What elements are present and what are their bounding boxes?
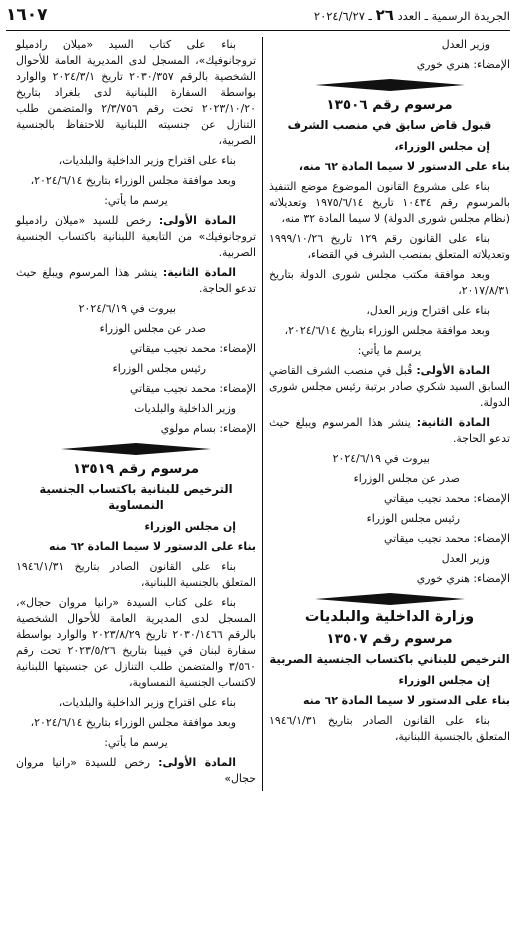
gazette-name: الجريدة الرسمية ـ العدد: [397, 9, 510, 23]
decree-subtitle: الترخيص للبناني باكتساب الجنسية الصربية: [269, 652, 510, 666]
paragraph: بناء على مشروع القانون الموضوع موضع التنفيذ بالمرسوم رقم ١٠٤٣٤ تاريخ ١٩٧٥/٦/١٤ وتعديلاته (نظام مجلس شورى الدولة) لا سيما المادة ٣٢ منه،: [269, 180, 510, 225]
article-text: ينشر هذا المرسوم ويبلغ حيث تدعو الحاجة.: [16, 266, 256, 295]
separator-ornament: [61, 443, 211, 455]
ministry-heading: وزارة الداخلية والبلديات: [304, 609, 475, 625]
constitution-basis: بناء على الدستور لا سيما المادة ٦٢ منه: [303, 694, 510, 707]
paragraph: بناء على القانون رقم ١٢٩ تاريخ ١٩٩٩/١٠/٢٦ وتعديلاته المتعلق بمنصب الشرف في القضاء،: [269, 232, 510, 261]
decrees-line: يرسم ما يأتي:: [104, 736, 168, 749]
signature: الإمضاء: محمد نجيب ميقاتي: [130, 342, 256, 355]
article-text: ينشر هذا المرسوم ويبلغ حيث تدعو الحاجة.: [269, 416, 510, 445]
left-column: [16, 37, 263, 791]
paragraph: بناء على القانون الصادر بتاريخ ١٩٤٦/١/٣١ المتعلق بالجنسية اللبنانية،: [269, 714, 510, 743]
separator-ornament: [315, 593, 465, 605]
decree-subtitle: الترخيص للبنانية باكتساب الجنسية النمساوية: [39, 482, 233, 512]
paragraph: بناء على كتاب السيد «ميلان رادميلو تروجانوفيك»، المسجل لدى المديرية العامة للأحوال الشخصية بالرقم ٢٠٣٠/٣٥٧ تاريخ ٢٠٢٤/٣/١ والوارد بواسطة السفارة اللبنانية لدى بلغراد بتاريخ ٢٠٢٣/١٠/٢٠ تحت رقم ٢/٣/٧٥٦ والمتضمن طلب التنازل عن جنسيته اللبنانية للاحتفاظ بالجنسية الصربية،: [16, 38, 257, 147]
paragraph: بناء على اقتراح وزير الداخلية والبلديات،: [58, 154, 236, 167]
page-header: [6, 0, 510, 31]
council-heading: إن مجلس الوزراء،: [394, 140, 490, 153]
paragraph: وبعد موافقة مجلس الوزراء بتاريخ ٢٠٢٤/٦/١٤،: [30, 716, 236, 729]
council-heading: إن مجلس الوزراء: [398, 674, 490, 687]
article-2: [269, 415, 510, 447]
issued-line: صدر عن مجلس الوزراء: [353, 472, 460, 485]
place-date: بيروت في ٢٠٢٤/٦/١٩: [78, 302, 176, 315]
paragraph: بناء على القانون الصادر بتاريخ ١٩٤٦/١/٣١ المتعلق بالجنسية اللبنانية،: [16, 560, 256, 589]
signature: الإمضاء: محمد نجيب ميقاتي: [130, 382, 256, 395]
signature: الإمضاء: هنري خوري: [416, 572, 510, 585]
article-label: المادة الثانية:: [416, 416, 490, 429]
columns: [6, 37, 510, 791]
issue-number: ٢٦: [375, 6, 394, 24]
article-text: رخص للسيدة «رانيا مروان حجال»: [16, 756, 256, 785]
paragraph: بناء على اقتراح وزير العدل،: [366, 304, 490, 317]
signatory-title: رئيس مجلس الوزراء: [112, 362, 206, 375]
decrees-line: يرسم ما يأتي:: [357, 344, 422, 357]
article-label: المادة الأولى:: [158, 214, 236, 227]
constitution-basis: بناء على الدستور لا سيما المادة ٦٢ منه،: [298, 160, 510, 173]
council-heading: إن مجلس الوزراء: [144, 520, 236, 533]
gazette-title: [314, 6, 510, 24]
separator-ornament: [315, 79, 465, 91]
constitution-basis: بناء على الدستور لا سيما المادة ٦٢ منه: [49, 540, 256, 553]
page-number: ١٦٠٧: [6, 5, 48, 25]
article-1: [16, 213, 256, 261]
signature: الإمضاء: محمد نجيب ميقاتي: [384, 492, 510, 505]
decree-title: مرسوم رقم ١٣٥١٩: [72, 461, 200, 477]
decree-title: مرسوم رقم ١٣٥٠٦: [326, 97, 453, 113]
place-date: بيروت في ٢٠٢٤/٦/١٩: [332, 452, 430, 465]
article-2: [16, 265, 256, 297]
right-column: [263, 37, 510, 791]
article-text: رخص للسيد «ميلان رادميلو تروجانوفيك» من التابعية اللبنانية باكتساب الجنسية الصربية.: [16, 214, 256, 259]
article-text: قُبل في منصب الشرف القاضي السابق السيد شكري صادر برتبة رئيس مجلس شورى الدولة.: [269, 364, 510, 409]
decrees-line: يرسم ما يأتي:: [104, 194, 168, 207]
article-label: المادة الأولى:: [416, 364, 490, 377]
decree-subtitle: قبول قاض سابق في منصب الشرف: [287, 118, 492, 132]
issued-line: صدر عن مجلس الوزراء: [99, 322, 206, 335]
signatory-title: رئيس مجلس الوزراء: [366, 512, 460, 525]
article-label: المادة الثانية:: [162, 266, 236, 279]
signature: الإمضاء: بسام مولوي: [160, 422, 256, 435]
article-1: [269, 363, 510, 411]
paragraph: وبعد موافقة مجلس الوزراء بتاريخ ٢٠٢٤/٦/١٤،: [30, 174, 236, 187]
top-minister: وزير العدل: [441, 38, 490, 51]
article-1: [16, 755, 256, 787]
signatory-title: وزير العدل: [441, 552, 490, 565]
top-signature: الإمضاء: هنري خوري: [416, 58, 510, 71]
paragraph: وبعد موافقة مكتب مجلس شورى الدولة بتاريخ ٢٠١٧/٨/٣١،: [269, 268, 510, 297]
paragraph: وبعد موافقة مجلس الوزراء بتاريخ ٢٠٢٤/٦/١٤،: [284, 324, 490, 337]
signatory-title: وزير الداخلية والبلديات: [134, 402, 236, 415]
decree-title: مرسوم رقم ١٣٥٠٧: [326, 631, 453, 647]
signature: الإمضاء: محمد نجيب ميقاتي: [384, 532, 510, 545]
issue-date: ـ ٢٠٢٤/٦/٢٧: [313, 9, 372, 23]
article-label: المادة الأولى:: [158, 756, 236, 769]
paragraph: بناء على اقتراح وزير الداخلية والبلديات،: [58, 696, 236, 709]
paragraph: بناء على كتاب السيدة «رانيا مروان حجال»، المسجل لدى المديرية العامة للأحوال الشخصية بالرقم ٢٠٣٠/١٤٦٦ تاريخ ٢٠٢٣/٨/٢٩ والوارد بواسطة سفارة لبنان في فيينا بتاريخ ٢٠٢٣/٥/٢٦ تحت رقم ٣/٥٦٠ والمتضمن طلب التنازل عن جنسيتها اللبنانية لاكتساب الجنسية النمساوية،: [16, 596, 257, 689]
